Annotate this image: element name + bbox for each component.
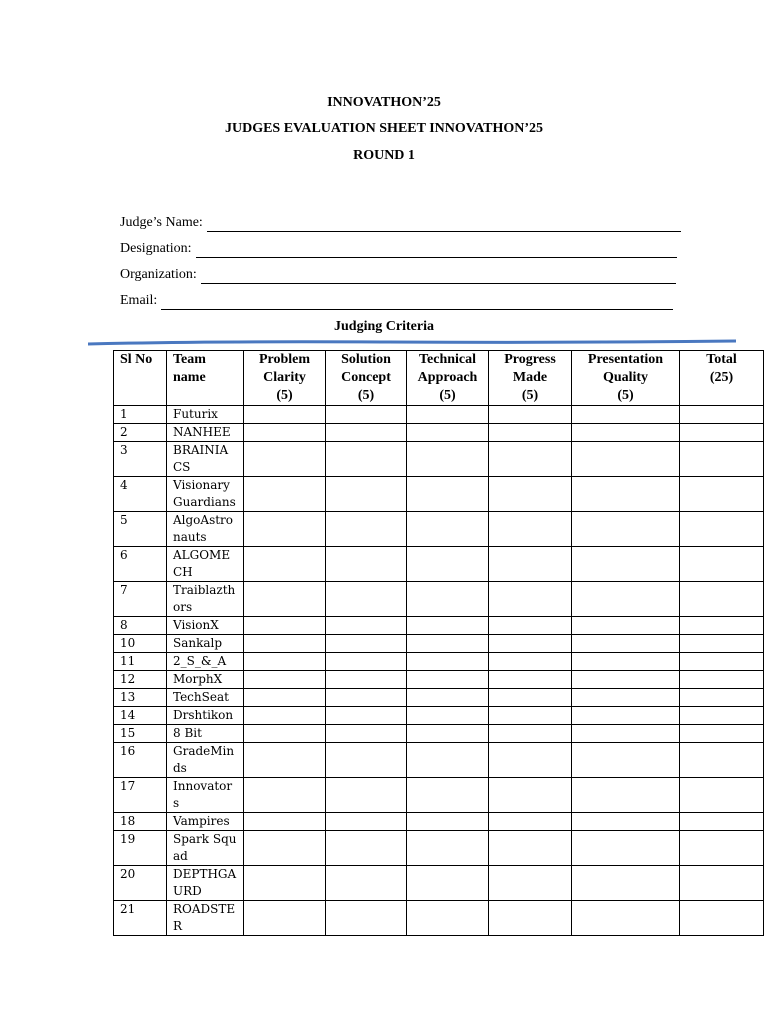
total-score-cell[interactable] xyxy=(680,635,764,653)
total-score-cell[interactable] xyxy=(680,477,764,512)
sl-no-cell: 12 xyxy=(114,671,167,689)
technical-approach-score-cell[interactable] xyxy=(407,778,489,813)
table-row xyxy=(114,477,764,512)
organization-label: Organization: xyxy=(120,267,197,282)
progress-made-score-cell[interactable] xyxy=(489,671,572,689)
designation-label: Designation: xyxy=(120,241,192,256)
designation-blank xyxy=(196,244,677,258)
team-name-cell: Vampires xyxy=(167,813,244,831)
sl-no-cell: 7 xyxy=(114,582,167,617)
presentation-quality-score-cell[interactable] xyxy=(572,813,680,831)
header-text: Technical xyxy=(418,352,477,367)
problem-clarity-score-cell[interactable] xyxy=(244,547,326,582)
total-score-cell[interactable] xyxy=(680,442,764,477)
presentation-quality-score-cell[interactable] xyxy=(572,547,680,582)
technical-approach-score-cell[interactable] xyxy=(407,901,489,936)
problem-clarity-score-cell[interactable] xyxy=(244,671,326,689)
header-text: Progress xyxy=(504,352,556,367)
table-row xyxy=(114,582,764,617)
table-row xyxy=(114,901,764,936)
email-label: Email: xyxy=(120,293,158,308)
problem-clarity-score-cell[interactable] xyxy=(244,778,326,813)
progress-made-score-cell[interactable] xyxy=(489,831,572,866)
presentation-quality-score-cell[interactable] xyxy=(572,743,680,778)
presentation-quality-score-cell[interactable] xyxy=(572,831,680,866)
table-row xyxy=(114,442,764,477)
total-score-cell[interactable] xyxy=(680,547,764,582)
team-name-cell: MorphX xyxy=(167,671,244,689)
technical-approach-score-cell[interactable] xyxy=(407,477,489,512)
table-row xyxy=(114,547,764,582)
table-row xyxy=(114,512,764,547)
table-row xyxy=(114,831,764,866)
table-row xyxy=(114,424,764,442)
sl-no-cell: 3 xyxy=(114,442,167,477)
solution-concept-score-cell[interactable] xyxy=(326,689,407,707)
team-name-cell: ALGOMECH xyxy=(167,547,244,582)
team-name-cell: VisionX xyxy=(167,617,244,635)
col-total-header xyxy=(680,351,764,406)
header-text: (5) xyxy=(357,388,375,403)
total-score-cell[interactable] xyxy=(680,778,764,813)
evaluation-table xyxy=(113,350,764,936)
team-name-cell: Sankalp xyxy=(167,635,244,653)
solution-concept-score-cell[interactable] xyxy=(326,671,407,689)
header-text: Solution xyxy=(341,352,391,367)
team-name-cell: Futurix xyxy=(167,406,244,424)
round-title: ROUND 1 xyxy=(353,148,415,163)
presentation-quality-score-cell[interactable] xyxy=(572,424,680,442)
sl-no-cell: 1 xyxy=(114,406,167,424)
presentation-quality-score-cell[interactable] xyxy=(572,671,680,689)
header-text: (5) xyxy=(276,388,293,403)
technical-approach-score-cell[interactable] xyxy=(407,866,489,901)
presentation-quality-score-cell[interactable] xyxy=(572,582,680,617)
table-row xyxy=(114,406,764,424)
sl-no-cell: 16 xyxy=(114,743,167,778)
sl-no-cell: 11 xyxy=(114,653,167,671)
solution-concept-score-cell[interactable] xyxy=(326,512,407,547)
sl-no-cell: 19 xyxy=(114,831,167,866)
header-text: Quality xyxy=(602,370,649,385)
technical-approach-score-cell[interactable] xyxy=(407,743,489,778)
solution-concept-score-cell[interactable] xyxy=(326,866,407,901)
header-text: Presentation xyxy=(587,352,664,367)
team-name-cell: DEPTHGAURD xyxy=(167,866,244,901)
total-score-cell[interactable] xyxy=(680,689,764,707)
header-text: Made xyxy=(512,370,548,385)
solution-concept-score-cell[interactable] xyxy=(326,653,407,671)
header-text: Sl No xyxy=(120,352,153,367)
organization-blank xyxy=(201,270,676,284)
problem-clarity-score-cell[interactable] xyxy=(244,442,326,477)
total-score-cell[interactable] xyxy=(680,582,764,617)
col-presentation-quality-header xyxy=(572,351,680,406)
team-name-cell: Drshtikon xyxy=(167,707,244,725)
technical-approach-score-cell[interactable] xyxy=(407,689,489,707)
sl-no-cell: 6 xyxy=(114,547,167,582)
problem-clarity-score-cell[interactable] xyxy=(244,653,326,671)
progress-made-score-cell[interactable] xyxy=(489,778,572,813)
solution-concept-score-cell[interactable] xyxy=(326,813,407,831)
problem-clarity-score-cell[interactable] xyxy=(244,725,326,743)
progress-made-score-cell[interactable] xyxy=(489,442,572,477)
progress-made-score-cell[interactable] xyxy=(489,406,572,424)
header-text: (5) xyxy=(617,388,634,403)
team-name-cell: BRAINIACS xyxy=(167,442,244,477)
solution-concept-score-cell[interactable] xyxy=(326,743,407,778)
team-name-cell: TechSeat xyxy=(167,689,244,707)
solution-concept-score-cell[interactable] xyxy=(326,477,407,512)
team-name-cell: 2_S_&_A xyxy=(167,653,244,671)
problem-clarity-score-cell[interactable] xyxy=(244,689,326,707)
solution-concept-score-cell[interactable] xyxy=(326,725,407,743)
sheet-title: JUDGES EVALUATION SHEET INNOVATHON’25 xyxy=(224,121,544,136)
presentation-quality-score-cell[interactable] xyxy=(572,689,680,707)
judging-criteria-heading: Judging Criteria xyxy=(334,319,434,334)
table-row xyxy=(114,866,764,901)
header-text: (5) xyxy=(439,388,456,403)
presentation-quality-score-cell[interactable] xyxy=(572,617,680,635)
progress-made-score-cell[interactable] xyxy=(489,707,572,725)
presentation-quality-score-cell[interactable] xyxy=(572,901,680,936)
solution-concept-score-cell[interactable] xyxy=(326,707,407,725)
header-text: Clarity xyxy=(263,370,306,385)
technical-approach-score-cell[interactable] xyxy=(407,424,489,442)
progress-made-score-cell[interactable] xyxy=(489,813,572,831)
total-score-cell[interactable] xyxy=(680,743,764,778)
sl-no-cell: 20 xyxy=(114,866,167,901)
team-name-cell: GradeMinds xyxy=(167,743,244,778)
header-text: (25) xyxy=(709,370,734,385)
solution-concept-score-cell[interactable] xyxy=(326,901,407,936)
progress-made-score-cell[interactable] xyxy=(489,477,572,512)
header-text: Approach xyxy=(417,370,478,385)
sl-no-cell: 14 xyxy=(114,707,167,725)
technical-approach-score-cell[interactable] xyxy=(407,617,489,635)
header-text: Team xyxy=(173,352,206,367)
progress-made-score-cell[interactable] xyxy=(489,725,572,743)
problem-clarity-score-cell[interactable] xyxy=(244,582,326,617)
presentation-quality-score-cell[interactable] xyxy=(572,778,680,813)
col-solution-concept-header xyxy=(326,351,407,406)
team-name-cell: Spark Squad xyxy=(167,831,244,866)
team-name-cell: 8 Bit xyxy=(167,725,244,743)
judge-name-blank xyxy=(207,218,681,232)
sl-no-cell: 2 xyxy=(114,424,167,442)
progress-made-score-cell[interactable] xyxy=(489,689,572,707)
document-title: INNOVATHON’25 xyxy=(327,95,441,110)
sl-no-cell: 13 xyxy=(114,689,167,707)
total-score-cell[interactable] xyxy=(680,512,764,547)
presentation-quality-score-cell[interactable] xyxy=(572,477,680,512)
technical-approach-score-cell[interactable] xyxy=(407,547,489,582)
header-text: Problem xyxy=(258,352,311,367)
total-score-cell[interactable] xyxy=(680,866,764,901)
header-text: Concept xyxy=(341,370,391,385)
progress-made-score-cell[interactable] xyxy=(489,866,572,901)
total-score-cell[interactable] xyxy=(680,617,764,635)
solution-concept-score-cell[interactable] xyxy=(326,424,407,442)
judge-name-label: Judge’s Name: xyxy=(120,215,203,230)
solution-concept-score-cell[interactable] xyxy=(326,582,407,617)
total-score-cell[interactable] xyxy=(680,707,764,725)
header-text: name xyxy=(173,370,206,385)
table-body xyxy=(114,406,764,936)
table-row xyxy=(114,653,764,671)
technical-approach-score-cell[interactable] xyxy=(407,442,489,477)
solution-concept-score-cell[interactable] xyxy=(326,406,407,424)
technical-approach-score-cell[interactable] xyxy=(407,512,489,547)
organization-field xyxy=(120,266,676,284)
problem-clarity-score-cell[interactable] xyxy=(244,424,326,442)
solution-concept-score-cell[interactable] xyxy=(326,831,407,866)
total-score-cell[interactable] xyxy=(680,653,764,671)
problem-clarity-score-cell[interactable] xyxy=(244,635,326,653)
header-text: (5) xyxy=(521,388,539,403)
team-name-cell: Visionary Guardians xyxy=(167,477,244,512)
presentation-quality-score-cell[interactable] xyxy=(572,707,680,725)
total-score-cell[interactable] xyxy=(680,831,764,866)
table-row xyxy=(114,617,764,635)
col-progress-made-header xyxy=(489,351,572,406)
progress-made-score-cell[interactable] xyxy=(489,512,572,547)
table-row xyxy=(114,813,764,831)
technical-approach-score-cell[interactable] xyxy=(407,406,489,424)
problem-clarity-score-cell[interactable] xyxy=(244,707,326,725)
total-score-cell[interactable] xyxy=(680,901,764,936)
technical-approach-score-cell[interactable] xyxy=(407,671,489,689)
problem-clarity-score-cell[interactable] xyxy=(244,866,326,901)
col-sl-no-header xyxy=(114,351,167,406)
sl-no-cell: 8 xyxy=(114,617,167,635)
sl-no-cell: 4 xyxy=(114,477,167,512)
progress-made-score-cell[interactable] xyxy=(489,653,572,671)
solution-concept-score-cell[interactable] xyxy=(326,778,407,813)
problem-clarity-score-cell[interactable] xyxy=(244,406,326,424)
solution-concept-score-cell[interactable] xyxy=(326,547,407,582)
table-row xyxy=(114,725,764,743)
table-row xyxy=(114,778,764,813)
presentation-quality-score-cell[interactable] xyxy=(572,653,680,671)
designation-field xyxy=(120,240,677,258)
presentation-quality-score-cell[interactable] xyxy=(572,406,680,424)
technical-approach-score-cell[interactable] xyxy=(407,582,489,617)
presentation-quality-score-cell[interactable] xyxy=(572,442,680,477)
presentation-quality-score-cell[interactable] xyxy=(572,725,680,743)
total-score-cell[interactable] xyxy=(680,813,764,831)
sl-no-cell: 21 xyxy=(114,901,167,936)
problem-clarity-score-cell[interactable] xyxy=(244,743,326,778)
progress-made-score-cell[interactable] xyxy=(489,635,572,653)
progress-made-score-cell[interactable] xyxy=(489,582,572,617)
col-technical-approach-header xyxy=(407,351,489,406)
table-header-row xyxy=(114,351,764,406)
problem-clarity-score-cell[interactable] xyxy=(244,813,326,831)
technical-approach-score-cell[interactable] xyxy=(407,725,489,743)
technical-approach-score-cell[interactable] xyxy=(407,653,489,671)
table-row xyxy=(114,743,764,778)
progress-made-score-cell[interactable] xyxy=(489,901,572,936)
technical-approach-score-cell[interactable] xyxy=(407,813,489,831)
problem-clarity-score-cell[interactable] xyxy=(244,901,326,936)
table-row xyxy=(114,707,764,725)
team-name-cell: Innovators xyxy=(167,778,244,813)
team-name-cell: ROADSTER xyxy=(167,901,244,936)
email-blank xyxy=(161,296,673,310)
team-name-cell: Traiblazthors xyxy=(167,582,244,617)
total-score-cell[interactable] xyxy=(680,671,764,689)
table-row xyxy=(114,689,764,707)
problem-clarity-score-cell[interactable] xyxy=(244,477,326,512)
problem-clarity-score-cell[interactable] xyxy=(244,617,326,635)
col-team-name-header xyxy=(167,351,244,406)
header-text: Total xyxy=(706,352,737,367)
solution-concept-score-cell[interactable] xyxy=(326,442,407,477)
sl-no-cell: 10 xyxy=(114,635,167,653)
problem-clarity-score-cell[interactable] xyxy=(244,831,326,866)
email-field xyxy=(120,292,673,310)
table-row xyxy=(114,671,764,689)
progress-made-score-cell[interactable] xyxy=(489,617,572,635)
technical-approach-score-cell[interactable] xyxy=(407,831,489,866)
presentation-quality-score-cell[interactable] xyxy=(572,866,680,901)
team-name-cell: AlgoAstronauts xyxy=(167,512,244,547)
technical-approach-score-cell[interactable] xyxy=(407,635,489,653)
progress-made-score-cell[interactable] xyxy=(489,424,572,442)
total-score-cell[interactable] xyxy=(680,406,764,424)
progress-made-score-cell[interactable] xyxy=(489,547,572,582)
team-name-cell: NANHEE xyxy=(167,424,244,442)
solution-concept-score-cell[interactable] xyxy=(326,617,407,635)
sl-no-cell: 18 xyxy=(114,813,167,831)
sl-no-cell: 5 xyxy=(114,512,167,547)
blue-divider-line xyxy=(88,339,736,347)
progress-made-score-cell[interactable] xyxy=(489,743,572,778)
table-row xyxy=(114,635,764,653)
total-score-cell[interactable] xyxy=(680,725,764,743)
col-problem-clarity-header xyxy=(244,351,326,406)
presentation-quality-score-cell[interactable] xyxy=(572,512,680,547)
presentation-quality-score-cell[interactable] xyxy=(572,635,680,653)
total-score-cell[interactable] xyxy=(680,424,764,442)
sl-no-cell: 15 xyxy=(114,725,167,743)
solution-concept-score-cell[interactable] xyxy=(326,635,407,653)
problem-clarity-score-cell[interactable] xyxy=(244,512,326,547)
judge-name-field xyxy=(120,214,681,232)
sl-no-cell: 17 xyxy=(114,778,167,813)
technical-approach-score-cell[interactable] xyxy=(407,707,489,725)
